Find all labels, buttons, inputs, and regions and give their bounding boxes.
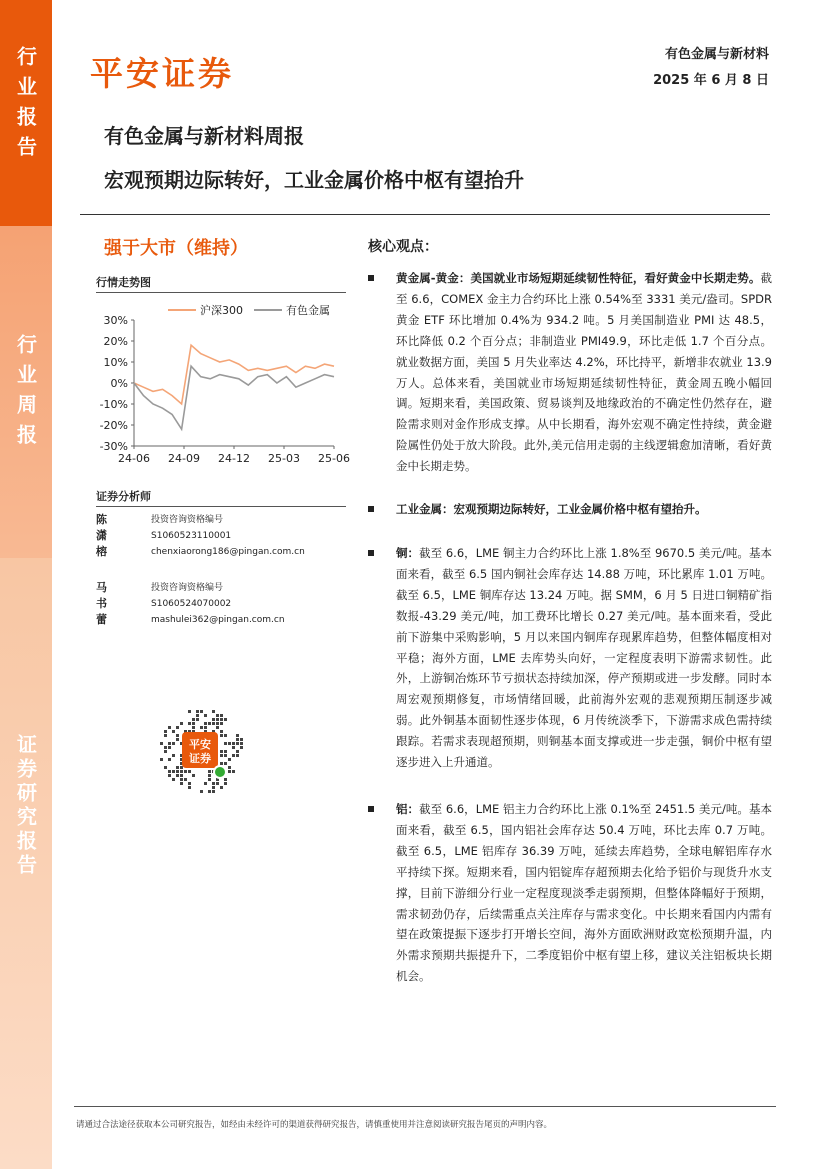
qr-module (212, 790, 215, 793)
qr-module (172, 770, 175, 773)
analyst-cert-label: 投资咨询资格编号 (151, 515, 224, 525)
para-copper-body: 截至 6.6，LME 铜主力合约环比上涨 1.8%至 9670.5 美元/吨。基本面来看，截至 6.5 国内铜社会库存达 14.88 万吨，环比累库 1.01 万吨。截至 6.5，LME 铜库存达 13.24 万吨。据 SMM，6 月 5 日进口铜精矿指数报-43.29 美元/吨，加工费环比增长 0.27 美元/吨。基本面来看，受此前下游集中采购影响，5 月以来国内铜库存现累库趋势，但整体幅度相对平稳；海外方面，LME 去库势头向好，一定程度表明下游需求韧性。此外，上游铜冶炼环节亏损状态持续加深，停产预期或进一步发酵。同时本周宏观预期修复，市场情绪回暖，此前海外宏观的悲观预期压制逐步减弱。此外铜基本面韧性逐步体现，6 月传统淡季下，下游需求成色需持续跟踪。若需求表现超预期，则铜基本面支撑或进一步走强，铜价中枢有望逐步进入上升通道。 (396, 546, 772, 770)
qr-module (180, 766, 183, 769)
qr-module (168, 726, 171, 729)
qr-module (164, 730, 167, 733)
qr-module (192, 722, 195, 725)
qr-module (224, 762, 227, 765)
qr-module (220, 730, 223, 733)
header-divider (80, 214, 770, 215)
footer-divider (74, 1106, 776, 1107)
qr-module (240, 742, 243, 745)
qr-module (220, 714, 223, 717)
qr-module (228, 770, 231, 773)
qr-module (232, 754, 235, 757)
qr-module (164, 750, 167, 753)
qr-module (172, 754, 175, 757)
qr-module (168, 758, 171, 761)
qr-module (176, 766, 179, 769)
qr-module (220, 762, 223, 765)
header-date: 2025 年 6 月 8 日 (653, 73, 769, 88)
qr-module (176, 774, 179, 777)
para-aluminum-body: 截至 6.6，LME 铝主力合约环比上涨 0.1%至 2451.5 美元/吨。基本面来看，截至 6.5，国内铝社会库存达 50.4 万吨，环比去库 0.7 万吨。截至 6.5，LME 铝库存 36.39 万吨，延续去库趋势，全球电解铝库存水平持续下探。短期来看，国内铝锭库存超预期去化给予铝价与现货升水支撑，目前下游细分行业一定程度现淡季走弱预期，但整体降幅好于预期，需求韧劲仍存，后续需重点关注库存与需求变化。中长期来看国内内需有望在政策提振下逐步打开增长空间，海外方面欧洲财政宽松预期升温，内外需求预期共振提升下，二季度铝价中枢有望上移，建议关注铝板块长期机会。 (396, 802, 772, 984)
bullet-icon (368, 275, 374, 281)
para-gold-body: 截至 6.6，COMEX 金主力合约环比上涨 0.54%至 3331 美元/盎司。SPDR 黄金 ETF 环比增加 0.4%为 934.2 吨。5 月美国制造业 PMI 达 48.5，环比降低 0.2 个百分点；非制造业 PMI49.9，环比走低 1.7 个百分点。就业数据方面，美国 5 月失业率达 4.2%，环比持平，新增非农就业 13.9 万人。总体来看，美国就业市场短期延续韧性特征，黄金周五晚小幅回调。短期来看，美国政策、贸易谈判及地缘政治的不确定性仍然存在，避险需求则对金作形成支撑。从中长期看，海外宏观不确定性持续，黄金避险属性仍处于放大阶段。此外,美元信用走弱的主线逻辑愈加清晰，看好黄金中长期走势。 (396, 271, 772, 474)
qr-module (188, 786, 191, 789)
trend-label: 行情走势图 (96, 276, 151, 289)
legend-label: 有色金属 (286, 304, 330, 317)
analyst-info (151, 512, 305, 560)
trend-chart (96, 298, 350, 470)
qr-module (232, 742, 235, 745)
para-gold-head: 黄金属-黄金：美国就业市场短期延续韧性特征，看好黄金中长期走势。 (396, 271, 761, 285)
qr-module (200, 710, 203, 713)
qr-module (168, 770, 171, 773)
x-tick-label: 24-06 (118, 452, 150, 465)
side-tab-text: 证券研究报告 (13, 734, 38, 878)
qr-module (224, 782, 227, 785)
qr-module (236, 738, 239, 741)
qr-module (208, 790, 211, 793)
y-tick-label: 0% (110, 377, 128, 390)
para-aluminum (396, 799, 772, 987)
qr-module (224, 750, 227, 753)
qr-module (180, 778, 183, 781)
qr-module (208, 778, 211, 781)
qr-module (168, 742, 171, 745)
side-tab-research (0, 558, 52, 1169)
footnote: 请通过合法途径获取本公司研究报告，如经由未经许可的渠道获得研究报告，请慎重使用并注意阅读研究报告尾页的声明内容。 (76, 1120, 553, 1130)
qr-module (228, 758, 231, 761)
para-industrial-head: 工业金属：宏观预期边际转好，工业金属价格中枢有望抬升。 (396, 502, 707, 516)
qr-module (236, 734, 239, 737)
analysts-label: 证券分析师 (96, 490, 151, 503)
qr-module (180, 782, 183, 785)
qr-module (180, 722, 183, 725)
x-tick-label: 25-03 (268, 452, 300, 465)
trend-divider (96, 292, 346, 293)
para-aluminum-head: 铝： (396, 802, 420, 816)
core-view-label: 核心观点： (368, 239, 438, 255)
qr-module (224, 742, 227, 745)
qr-module (184, 778, 187, 781)
qr-module (216, 782, 219, 785)
qr-module (236, 754, 239, 757)
bullet-icon (368, 550, 374, 556)
qr-module (220, 786, 223, 789)
analyst-name: 马书蕾 (96, 581, 107, 626)
qr-module (224, 778, 227, 781)
qr-module (212, 782, 215, 785)
qr-label-top: 平安 (189, 738, 211, 751)
qr-module (232, 746, 235, 749)
qr-module (196, 710, 199, 713)
legend-label: 沪深300 (200, 304, 243, 317)
y-tick-label: 10% (103, 356, 128, 369)
y-tick-label: 30% (103, 314, 128, 327)
qr-module (216, 714, 219, 717)
qr-module (208, 770, 211, 773)
analyst-email[interactable]: chenxiaorong186@pingan.com.cn (151, 547, 305, 557)
bullet-icon (368, 806, 374, 812)
qr-module (176, 738, 179, 741)
para-industrial (396, 499, 772, 520)
qr-module (212, 718, 215, 721)
qr-module (240, 746, 243, 749)
header-meta (653, 42, 769, 94)
analyst-cert: S1060524070002 (151, 599, 232, 609)
qr-module (236, 742, 239, 745)
analysts-divider (96, 506, 346, 507)
qr-module (172, 730, 175, 733)
qr-module (164, 734, 167, 737)
x-tick-label: 25-06 (318, 452, 350, 465)
qr-module (168, 746, 171, 749)
qr-module (180, 770, 183, 773)
qr-module (160, 758, 163, 761)
qr-module (204, 722, 207, 725)
side-tab-industry-report (0, 0, 52, 226)
qr-module (196, 714, 199, 717)
qr-module (188, 722, 191, 725)
qr-module (164, 746, 167, 749)
y-tick-label: -10% (99, 398, 128, 411)
report-type: 有色金属与新材料周报 (104, 124, 304, 148)
para-copper (396, 543, 772, 773)
qr-module (204, 726, 207, 729)
y-tick-label: -20% (99, 419, 128, 432)
y-tick-label: 20% (103, 335, 128, 348)
qr-module (224, 754, 227, 757)
x-tick-label: 24-12 (218, 452, 250, 465)
qr-module (240, 738, 243, 741)
report-headline: 宏观预期边际转好，工业金属价格中枢有望抬升 (104, 168, 524, 192)
qr-module (220, 722, 223, 725)
qr-module (208, 722, 211, 725)
qr-module (192, 774, 195, 777)
qr-module (216, 718, 219, 721)
qr-module (184, 770, 187, 773)
qr-module (188, 710, 191, 713)
qr-module (188, 770, 191, 773)
qr-module (200, 726, 203, 729)
qr-module (228, 742, 231, 745)
qr-module (212, 786, 215, 789)
bullet-icon (368, 506, 374, 512)
analyst-info (151, 580, 285, 628)
qr-module (204, 714, 207, 717)
brand-logo: 平安证券 (90, 54, 234, 93)
qr-module (224, 718, 227, 721)
qr-module (172, 778, 175, 781)
qr-module (176, 734, 179, 737)
qr-module (228, 766, 231, 769)
qr-module (172, 742, 175, 745)
qr-module (168, 774, 171, 777)
side-tab-text: 行业周报 (13, 334, 38, 454)
analyst-name: 陈潇榕 (96, 513, 107, 558)
rating: 强于大市（维持） (104, 238, 248, 259)
qr-module (220, 754, 223, 757)
y-tick-label: -30% (99, 440, 128, 453)
qr-module (176, 726, 179, 729)
qr-module (216, 726, 219, 729)
header-sector: 有色金属与新材料 (664, 47, 769, 62)
qr-module (160, 742, 163, 745)
qr-module (232, 770, 235, 773)
qr-module (204, 782, 207, 785)
qr-module (236, 750, 239, 753)
qr-code[interactable] (152, 702, 248, 798)
analyst-cert: S1060523110001 (151, 531, 232, 541)
qr-module (180, 774, 183, 777)
side-tab-text: 行业报告 (13, 46, 38, 166)
qr-module (164, 766, 167, 769)
analyst-email[interactable]: mashulei362@pingan.com.cn (151, 615, 285, 625)
qr-module (212, 710, 215, 713)
para-copper-head: 铜： (396, 546, 420, 560)
qr-module (216, 722, 219, 725)
para-gold (396, 268, 772, 477)
qr-module (192, 726, 195, 729)
qr-module (196, 718, 199, 721)
qr-module (176, 770, 179, 773)
qr-module (192, 718, 195, 721)
analyst-cert-label: 投资咨询资格编号 (151, 583, 224, 593)
qr-module (224, 734, 227, 737)
qr-label-bottom: 证券 (189, 752, 211, 765)
qr-module (220, 750, 223, 753)
series-line (134, 345, 334, 404)
x-tick-label: 24-09 (168, 452, 200, 465)
side-tab-weekly (0, 226, 52, 558)
qr-module (220, 718, 223, 721)
qr-module (212, 722, 215, 725)
qr-module (208, 774, 211, 777)
qr-module (200, 790, 203, 793)
series-line (134, 366, 334, 429)
qr-module (188, 782, 191, 785)
qr-module (220, 734, 223, 737)
